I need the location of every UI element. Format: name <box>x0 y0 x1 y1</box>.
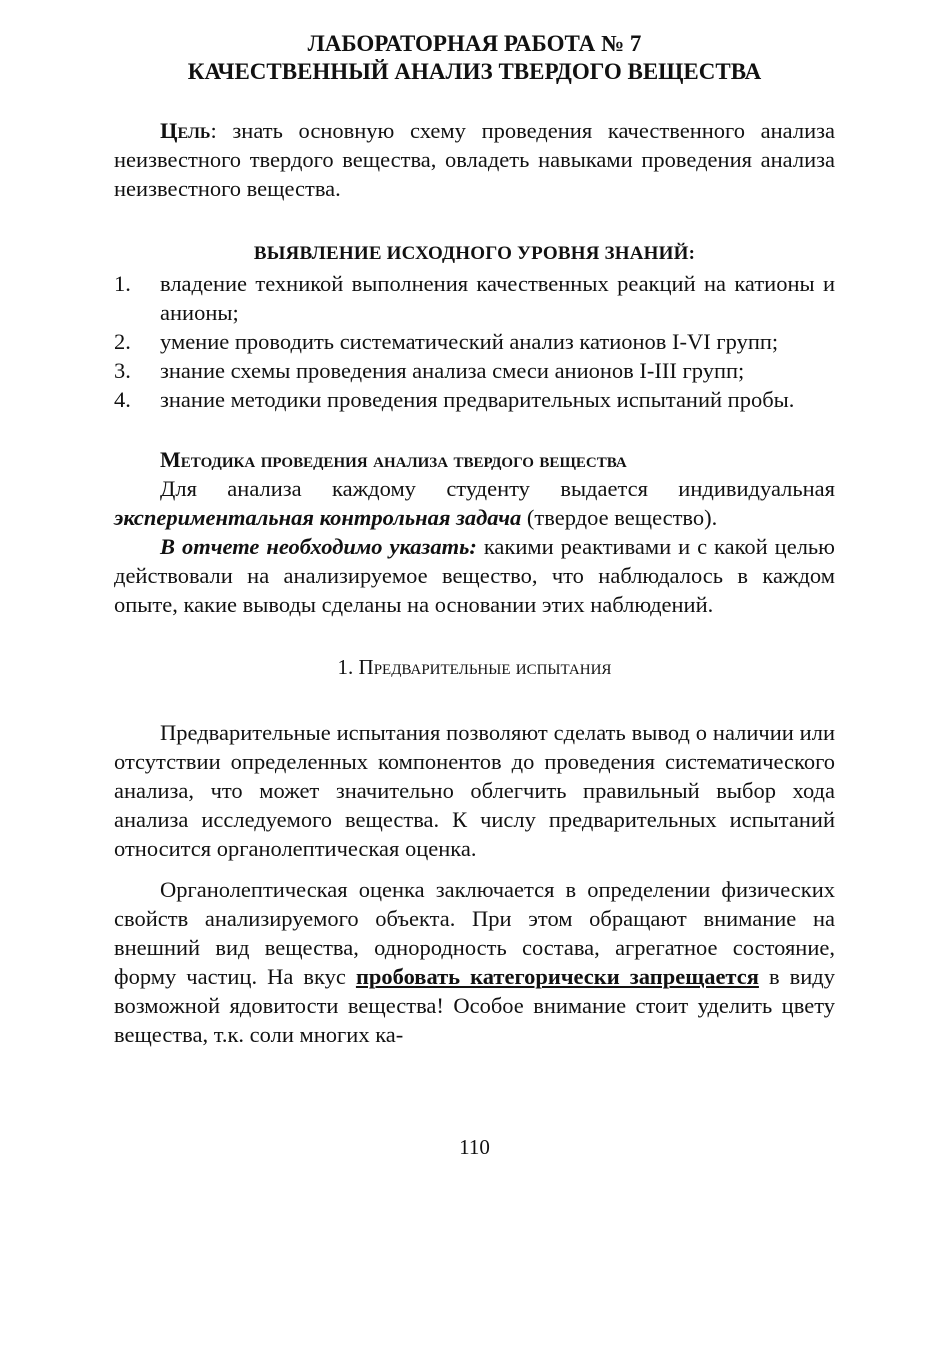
method-p1-emphasis: экспериментальная контрольная задача <box>114 505 522 530</box>
lab-title <box>114 30 835 86</box>
method-p2-emphasis: В отчете необходимо указать: <box>160 534 477 559</box>
title-line-2: КАЧЕСТВЕННЫЙ АНАЛИЗ ТВЕРДОГО ВЕЩЕСТВА <box>187 59 762 84</box>
prelim-heading: 1. Предварительные испытания <box>337 655 612 679</box>
list-item-text: умение проводить систематический анализ катионов I-VI групп; <box>160 329 779 354</box>
prelim-paragraph-2 <box>114 875 835 1049</box>
method-p1-start: Для анализа каждому студенту выдается индивидуальная <box>160 476 835 501</box>
title-line-1: ЛАБОРАТОРНАЯ РАБОТА № 7 <box>307 31 642 56</box>
knowledge-list <box>114 269 835 414</box>
goal-paragraph <box>114 116 835 203</box>
method-p1-end: (твердое вещество). <box>521 505 718 530</box>
page-number: 110 <box>459 1135 490 1159</box>
list-item-text: знание схемы проведения анализа смеси анионов I-III групп; <box>160 358 745 383</box>
prelim-p2-warning: пробовать категорически запрещается <box>355 964 759 989</box>
prelim-p2-start: Органолептическая оценка заключается в определении физических свойств анализируемого объекта. При этом обращают внимание на внешний вид вещества, однородность состава, агрегатное состояние, форму частиц. На вкус <box>114 877 835 989</box>
list-item <box>114 356 835 385</box>
list-item-number: 3. <box>114 358 131 383</box>
list-item-number: 2. <box>114 329 131 354</box>
list-item-number: 1. <box>114 271 131 296</box>
method-paragraph-1 <box>114 474 835 532</box>
prelim-paragraph-1: Предварительные испытания позволяют сделать вывод о наличии или отсутствии определенных компонентов до проведения систематического анализа, что может значительно облегчить правильный выбор хода анализа исследуемого вещества. К числу предварительных испытаний относится органолептическая оценка. <box>114 720 835 861</box>
list-item-number: 4. <box>114 387 131 412</box>
list-item-text: владение техникой выполнения качественных реакций на катионы и анионы; <box>160 271 835 325</box>
method-paragraph-2 <box>114 532 835 619</box>
list-item-text: знание методики проведения предварительных испытаний пробы. <box>160 387 795 412</box>
goal-label: Цель <box>160 118 211 143</box>
prelim-p2-end: в виду возможной ядовитости вещества! Особое внимание стоит уделить цвету вещества, т.к. соли многих ка- <box>114 964 835 1047</box>
list-item <box>114 385 835 414</box>
method-p2-rest: какими реактивами и с какой целью действовали на анализируемое вещество, что наблюдалось в каждом опыте, какие выводы сделаны на основании этих наблюдений. <box>114 534 835 617</box>
method-heading: Методика проведения анализа твердого вещества <box>160 447 627 472</box>
list-item <box>114 269 835 327</box>
list-item <box>114 327 835 356</box>
knowledge-heading: ВЫЯВЛЕНИЕ ИСХОДНОГО УРОВНЯ ЗНАНИЙ: <box>253 243 696 264</box>
goal-text: : знать основную схему проведения качественного анализа неизвестного твердого вещества, овладеть навыками проведения анализа неизвестного вещества. <box>114 118 835 201</box>
